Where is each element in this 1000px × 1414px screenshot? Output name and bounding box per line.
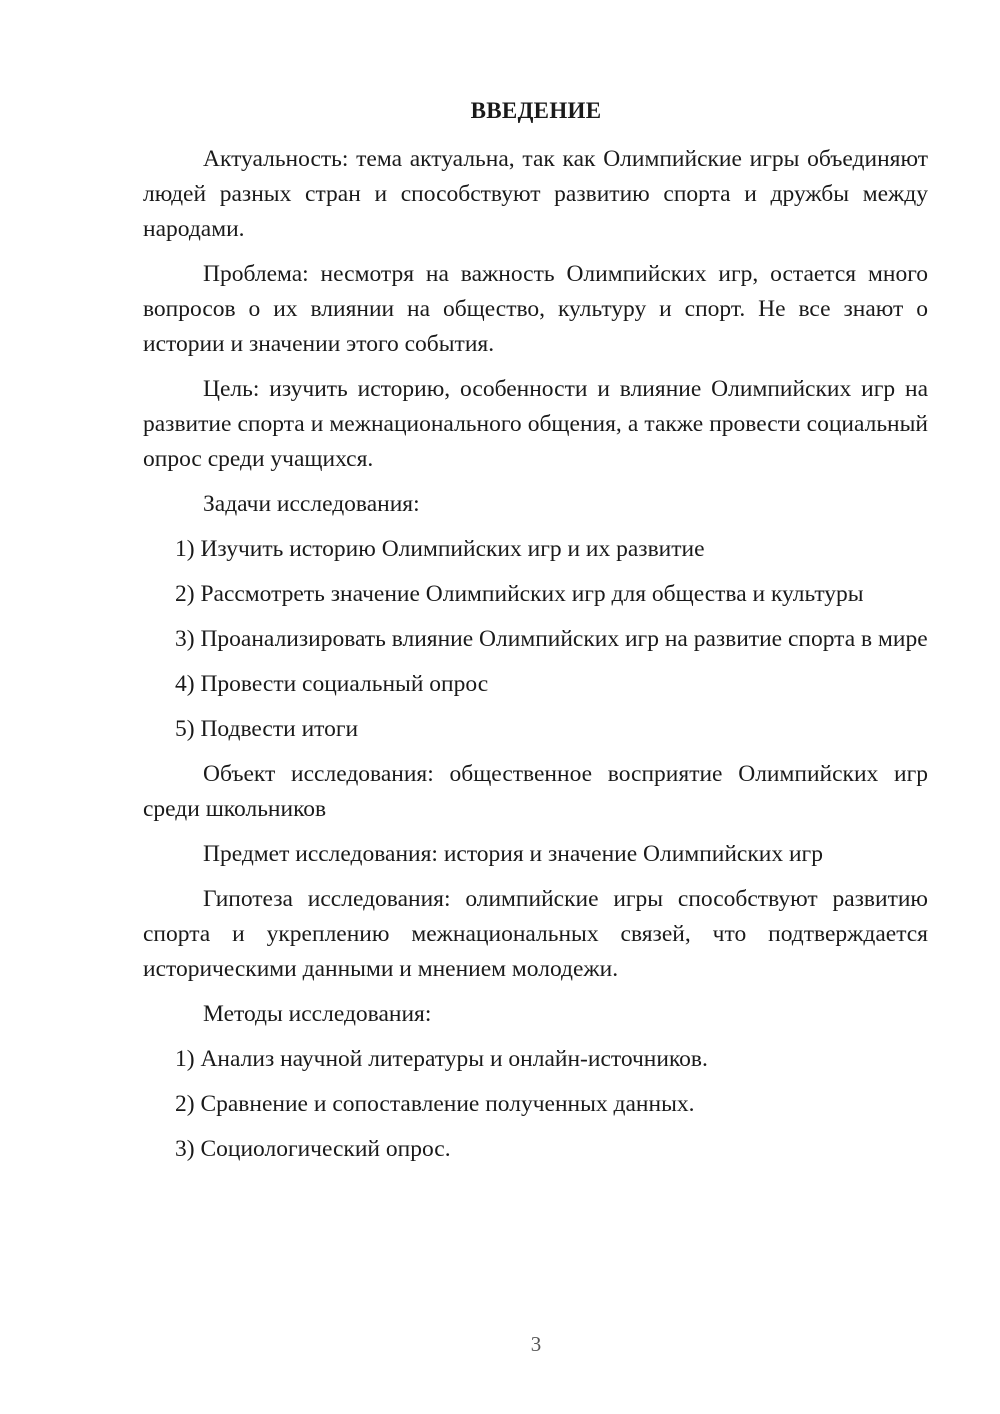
method-item: 1) Анализ научной литературы и онлайн-источников.	[175, 1046, 708, 1072]
tasks-heading: Задачи исследования:	[203, 491, 420, 517]
methods-heading: Методы исследования:	[203, 1001, 432, 1027]
section-title: ВВЕДЕНИЕ	[470, 98, 602, 123]
task-item: 4) Провести социальный опрос	[175, 671, 489, 697]
goal-paragraph: Цель: изучить историю, особенности и влияние Олимпийских игр на развитие спорта и межнационального общения, а также провести социальный опрос среди учащихся.	[143, 376, 928, 472]
task-item: 5) Подвести итоги	[175, 716, 359, 742]
task-item: 1) Изучить историю Олимпийских игр и их развитие	[175, 536, 705, 562]
document-body	[143, 142, 928, 1177]
relevance-paragraph: Актуальность: тема актуальна, так как Олимпийские игры объединяют людей разных стран и способствуют развитию спорта и дружбы между народами.	[143, 146, 928, 242]
hypothesis-paragraph: Гипотеза исследования: олимпийские игры способствуют развитию спорта и укреплению межнациональных связей, что подтверждается историческими данными и мнением молодежи.	[143, 886, 928, 982]
object-paragraph: Объект исследования: общественное восприятие Олимпийских игр среди школьников	[143, 761, 928, 822]
subject-paragraph: Предмет исследования: история и значение Олимпийских игр	[203, 841, 823, 867]
method-item: 2) Сравнение и сопоставление полученных данных.	[175, 1091, 695, 1117]
task-item: 2) Рассмотреть значение Олимпийских игр для общества и культуры	[175, 581, 864, 607]
page-number: 3	[530, 1332, 542, 1356]
problem-paragraph: Проблема: несмотря на важность Олимпийских игр, остается много вопросов о их влиянии на общество, культуру и спорт. Не все знают о истории и значении этого события.	[143, 261, 928, 357]
task-item: 3) Проанализировать влияние Олимпийских игр на развитие спорта в мире	[175, 626, 928, 652]
method-item: 3) Социологический опрос.	[175, 1136, 451, 1162]
